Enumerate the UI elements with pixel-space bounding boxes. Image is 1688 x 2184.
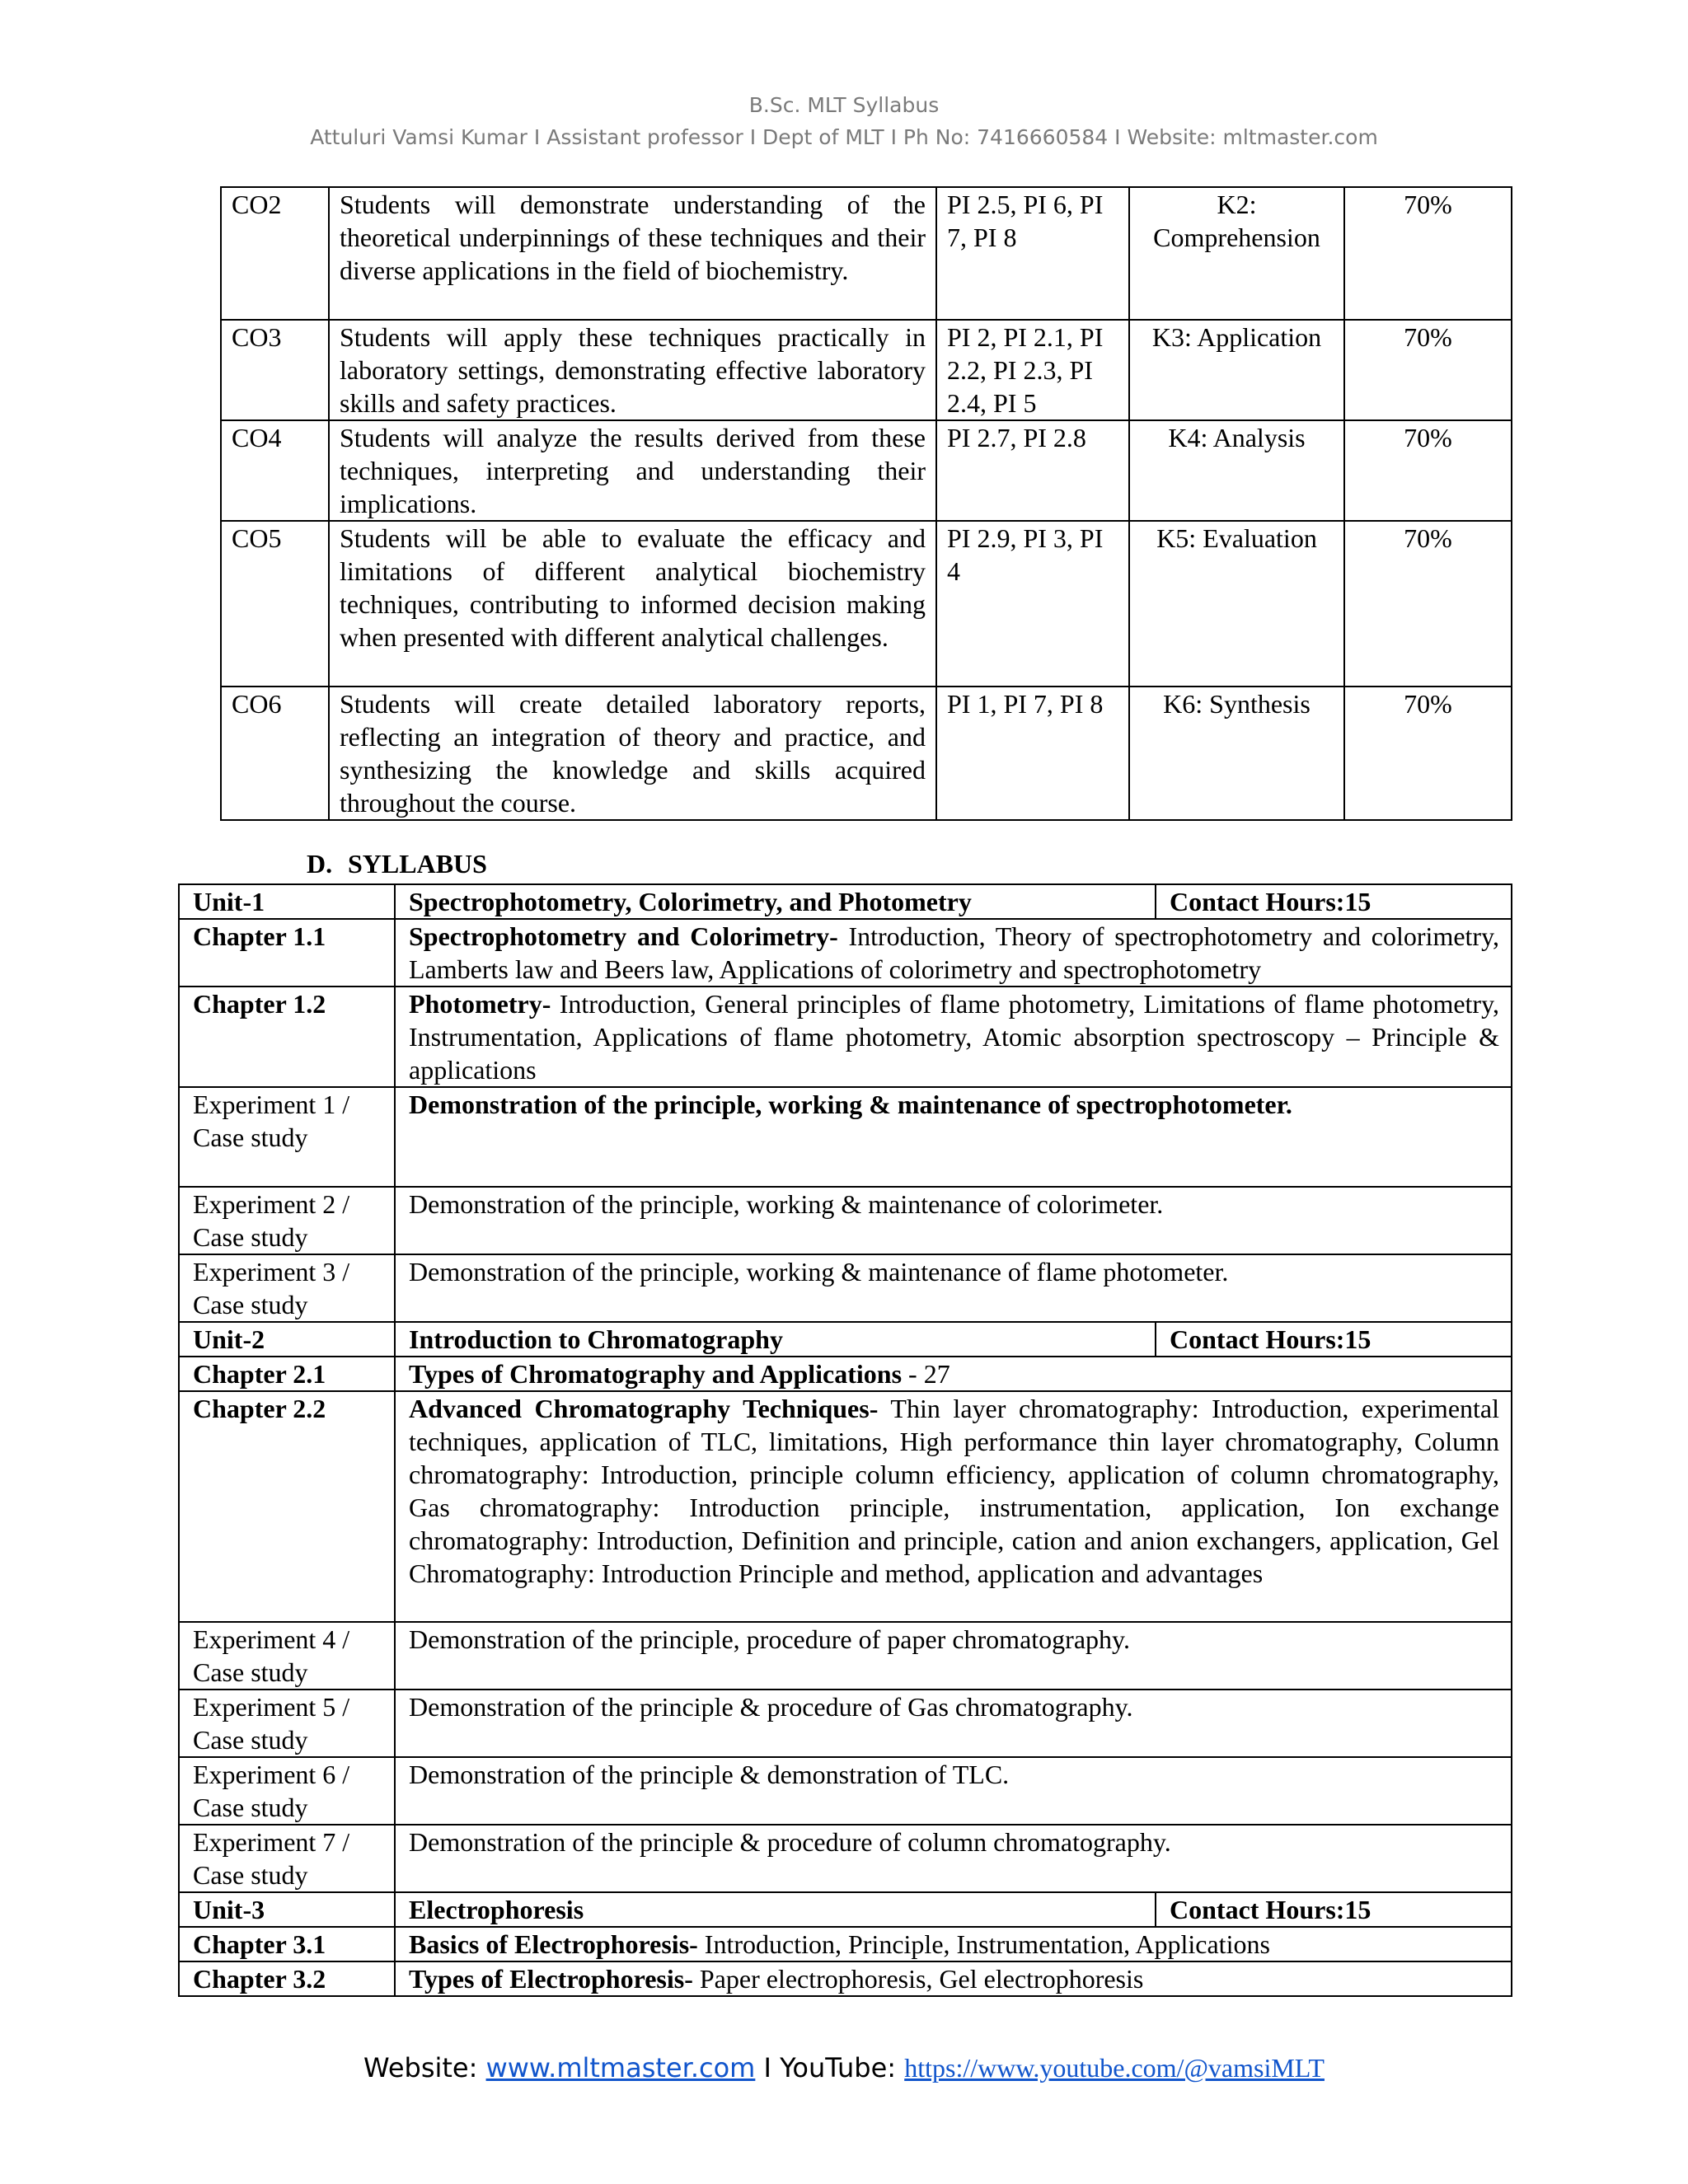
experiment-row <box>179 1187 1512 1254</box>
chapter-content: Advanced Chromatography Techniques- Thin layer chromatography: Introduction, experimental techniques, application of TLC, limitations, High performance thin layer chromatography, Column chromatography: Introduction, principle column efficiency, application of column chromatography, Gas chromatography: Introduction principle, instrumentation, application, Ion exchange chromatography: Introduction, Definition and principle, cation and anion exchangers, application, Gel Chromatography: Introduction Principle and method, application and advantages <box>395 1391 1512 1622</box>
co-row <box>221 187 1512 320</box>
chapter-label: Chapter 2.2 <box>179 1391 395 1622</box>
unit-row <box>179 1322 1512 1357</box>
contact-hours: Contact Hours:15 <box>1156 884 1512 919</box>
co-description: Students will analyze the results derived from these techniques, interpreting and understanding their implications. <box>329 420 936 521</box>
unit-title: Electrophoresis <box>395 1892 1156 1927</box>
unit-title: Spectrophotometry, Colorimetry, and Photometry <box>395 884 1156 919</box>
syllabus-table <box>178 883 1512 1997</box>
co-target: 70% <box>1344 687 1512 820</box>
footer <box>0 2052 1688 2083</box>
chapter-row <box>179 1961 1512 1996</box>
co-row <box>221 320 1512 420</box>
co-pi: PI 2.7, PI 2.8 <box>936 420 1129 521</box>
experiment-text: Demonstration of the principle, procedure of paper chromatography. <box>395 1622 1512 1690</box>
co-description: Students will be able to evaluate the efficacy and limitations of different analytical biochemistry techniques, contributing to informed decision making when presented with different analytical challenges. <box>329 521 936 687</box>
chapter-label: Chapter 3.1 <box>179 1927 395 1961</box>
section-title: D. SYLLABUS <box>307 849 487 879</box>
experiment-text: Demonstration of the principle, working & maintenance of flame photometer. <box>395 1254 1512 1322</box>
co-row <box>221 521 1512 687</box>
chapter-row <box>179 1391 1512 1622</box>
co-id: CO2 <box>221 187 329 320</box>
co-description: Students will demonstrate understanding of the theoretical underpinnings of these techniques and their diverse applications in the field of biochemistry. <box>329 187 936 320</box>
experiment-label: Experiment 2 / Case study <box>179 1187 395 1254</box>
experiment-label: Experiment 6 / Case study <box>179 1757 395 1825</box>
co-target: 70% <box>1344 521 1512 687</box>
chapter-label: Chapter 1.1 <box>179 919 395 987</box>
experiment-label: Experiment 5 / Case study <box>179 1690 395 1757</box>
chapter-label: Chapter 3.2 <box>179 1961 395 1996</box>
chapter-label: Chapter 1.2 <box>179 987 395 1087</box>
footer-website-label: Website: <box>363 2052 486 2083</box>
experiment-text: Demonstration of the principle, working & maintenance of colorimeter. <box>395 1187 1512 1254</box>
experiment-label: Experiment 1 / Case study <box>179 1087 395 1187</box>
co-row <box>221 420 1512 521</box>
contact-hours: Contact Hours:15 <box>1156 1322 1512 1357</box>
experiment-row <box>179 1254 1512 1322</box>
co-level: K4: Analysis <box>1129 420 1344 521</box>
experiment-label: Experiment 3 / Case study <box>179 1254 395 1322</box>
experiment-row <box>179 1087 1512 1187</box>
website-link[interactable]: www.mltmaster.com <box>485 2052 756 2083</box>
experiment-text: Demonstration of the principle & procedure of Gas chromatography. <box>395 1690 1512 1757</box>
co-target: 70% <box>1344 187 1512 320</box>
co-id: CO3 <box>221 320 329 420</box>
chapter-content: Spectrophotometry and Colorimetry- Introduction, Theory of spectrophotometry and colorimetry, Lamberts law and Beers law, Applications of colorimetry and spectrophotometry <box>395 919 1512 987</box>
course-outcomes-table <box>220 186 1512 821</box>
co-level: K5: Evaluation <box>1129 521 1344 687</box>
header-title: B.Sc. MLT Syllabus <box>748 93 940 117</box>
experiment-label: Experiment 4 / Case study <box>179 1622 395 1690</box>
chapter-content: Basics of Electrophoresis- Introduction, Principle, Instrumentation, Applications <box>395 1927 1512 1961</box>
chapter-content: Types of Chromatography and Applications - 27 <box>395 1357 1512 1391</box>
youtube-link[interactable]: https://www.youtube.com/@vamsiMLT <box>904 2053 1325 2083</box>
experiment-row <box>179 1690 1512 1757</box>
unit-label: Unit-2 <box>179 1322 395 1357</box>
co-pi: PI 2, PI 2.1, PI 2.2, PI 2.3, PI 2.4, PI 5 <box>936 320 1129 420</box>
experiment-row <box>179 1622 1512 1690</box>
experiment-row <box>179 1757 1512 1825</box>
header-subtitle: Attuluri Vamsi Kumar I Assistant professor I Dept of MLT I Ph No: 7416660584 I Website: mltmaster.com <box>310 125 1378 149</box>
experiment-row <box>179 1825 1512 1892</box>
unit-title: Introduction to Chromatography <box>395 1322 1156 1357</box>
chapter-label: Chapter 2.1 <box>179 1357 395 1391</box>
chapter-content: Photometry- Introduction, General principles of flame photometry, Limitations of flame photometry, Instrumentation, Applications of flame photometry, Atomic absorption spectroscopy – Principle & applications <box>395 987 1512 1087</box>
co-level: K2: Comprehension <box>1129 187 1344 320</box>
experiment-label: Experiment 7 / Case study <box>179 1825 395 1892</box>
unit-row <box>179 1892 1512 1927</box>
chapter-row <box>179 919 1512 987</box>
experiment-text: Demonstration of the principle & procedure of column chromatography. <box>395 1825 1512 1892</box>
chapter-row <box>179 987 1512 1087</box>
co-pi: PI 1, PI 7, PI 8 <box>936 687 1129 820</box>
co-id: CO6 <box>221 687 329 820</box>
co-description: Students will apply these techniques practically in laboratory settings, demonstrating effective laboratory skills and safety practices. <box>329 320 936 420</box>
co-level: K6: Synthesis <box>1129 687 1344 820</box>
co-target: 70% <box>1344 320 1512 420</box>
co-pi: PI 2.9, PI 3, PI 4 <box>936 521 1129 687</box>
co-description: Students will create detailed laboratory reports, reflecting an integration of theory and practice, and synthesizing the knowledge and skills acquired throughout the course. <box>329 687 936 820</box>
experiment-text: Demonstration of the principle & demonstration of TLC. <box>395 1757 1512 1825</box>
experiment-text: Demonstration of the principle, working & maintenance of spectrophotometer. <box>395 1087 1512 1187</box>
co-id: CO4 <box>221 420 329 521</box>
footer-youtube-label: I YouTube: <box>755 2052 905 2083</box>
chapter-row <box>179 1927 1512 1961</box>
unit-label: Unit-1 <box>179 884 395 919</box>
unit-label: Unit-3 <box>179 1892 395 1927</box>
unit-row <box>179 884 1512 919</box>
co-pi: PI 2.5, PI 6, PI 7, PI 8 <box>936 187 1129 320</box>
co-id: CO5 <box>221 521 329 687</box>
co-level: K3: Application <box>1129 320 1344 420</box>
chapter-content: Types of Electrophoresis- Paper electrophoresis, Gel electrophoresis <box>395 1961 1512 1996</box>
co-target: 70% <box>1344 420 1512 521</box>
chapter-row <box>179 1357 1512 1391</box>
co-row <box>221 687 1512 820</box>
contact-hours: Contact Hours:15 <box>1156 1892 1512 1927</box>
